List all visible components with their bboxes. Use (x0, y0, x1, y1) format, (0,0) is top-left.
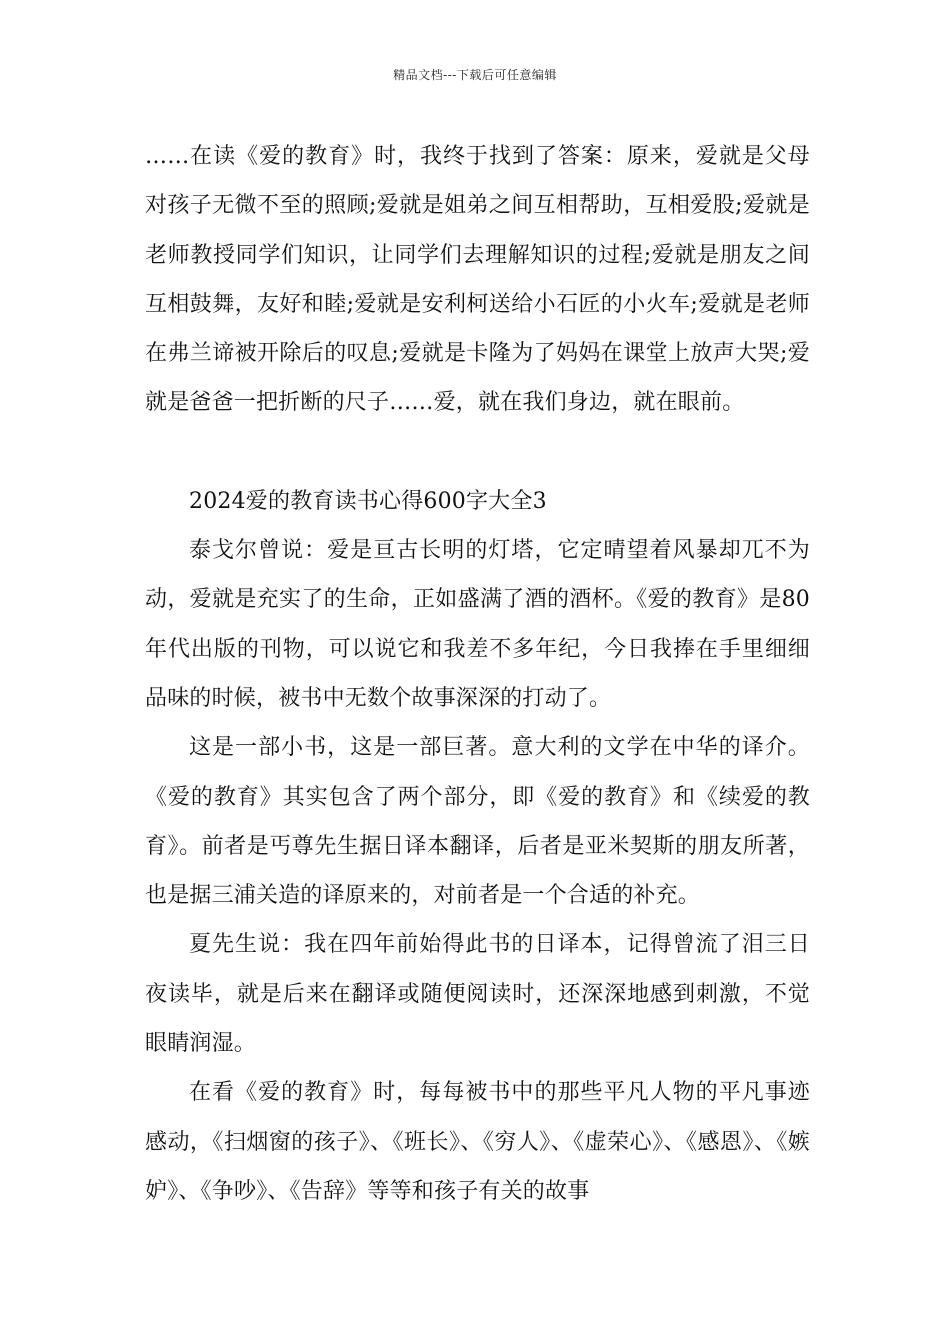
body-paragraph: 在看《爱的教育》时，每每被书中的那些平凡人物的平凡事迹感动，《扫烟窗的孩子》、《班长》、《穷人》、《虚荣心》、《感恩》、《嫉妒》、《争吵》、《告辞》等等和孩子有关的故事 (145, 1080, 810, 1204)
body-paragraph: 泰戈尔曾说：爱是亘古长明的灯塔，它定晴望着风暴却兀不为动，爱就是充实了的生命，正如盛满了酒的酒杯。《爱的教育》是80年代出版的刊物，可以说它和我差不多年纪，今日我捧在手里细细品味的时候，被书中无数个故事深深的打动了。 (145, 538, 810, 711)
body-paragraph: 这是一部小书，这是一部巨著。意大利的文学在中华的译介。《爱的教育》其实包含了两个部分，即《爱的教育》和《续爱的教育》。前者是丐尊先生据日译本翻译，后者是亚米契斯的朋友所著，也是据三浦关造的译原来的，对前者是一个合适的补充。 (145, 735, 810, 909)
section-heading: 2024爱的教育读书心得600字大全3 (189, 488, 547, 514)
document-body (145, 132, 810, 1216)
page-header: 精品文档---下载后可任意编辑 (393, 68, 557, 82)
body-paragraph: 夏先生说：我在四年前始得此书的日译本，记得曾流了泪三日夜读毕，就是后来在翻译或随便阅读时，还深深地感到刺激，不觉眼睛润湿。 (145, 932, 810, 1057)
body-paragraph: ……在读《爱的教育》时，我终于找到了答案：原来，爱就是父母对孩子无微不至的照顾;爱就是姐弟之间互相帮助，互相爱股;爱就是老师教授同学们知识，让同学们去理解知识的过程;爱就是朋友之间互相鼓舞，友好和睦;爱就是安利柯送给小石匠的小火车;爱就是老师在弗兰谛被开除后的叹息;爱就是卡隆为了妈妈在课堂上放声大哭;爱就是爸爸一把折断的尺子……爱，就在我们身边，就在眼前。 (145, 144, 810, 416)
